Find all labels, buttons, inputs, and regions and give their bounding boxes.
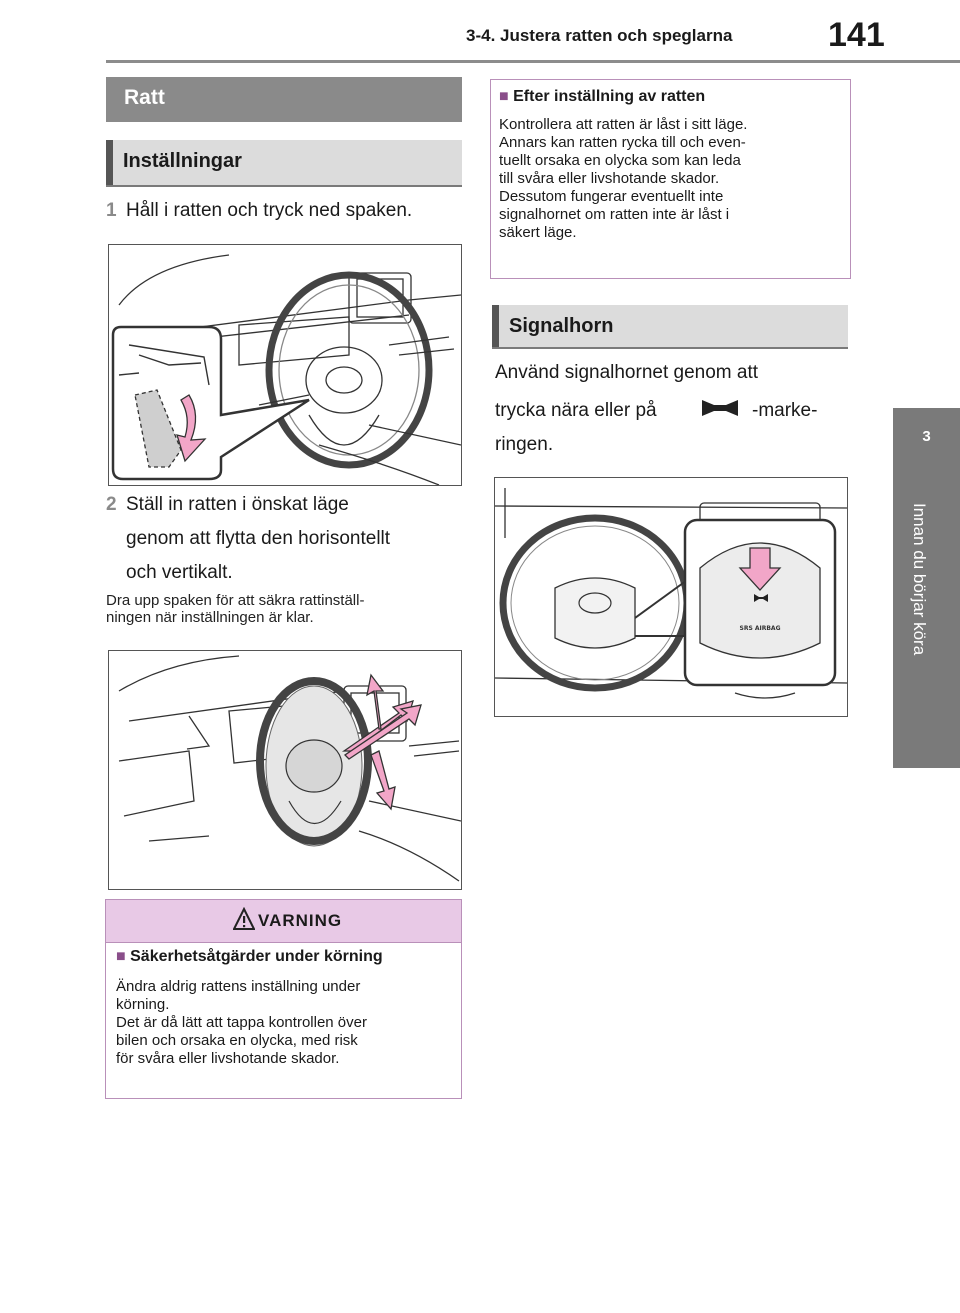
step-text: Håll i ratten och tryck ned spaken.	[126, 200, 413, 221]
horn-text-line-1: Använd signalhornet genom att	[495, 362, 759, 383]
step-number: 2	[106, 494, 117, 515]
horn-icon	[698, 395, 742, 421]
section-heading-installningar: Inställningar	[106, 140, 462, 187]
section-heading-signalhorn: Signalhorn	[492, 305, 848, 349]
horn-illustration	[494, 477, 848, 717]
warning-title: VARNING	[258, 911, 343, 930]
horn-text-line-2a: trycka nära eller på	[495, 400, 657, 421]
step-number: 1	[106, 200, 117, 221]
srs-airbag-label: SRS AIRBAG	[739, 625, 781, 632]
horn-text-line-3: ringen.	[495, 434, 554, 455]
steering-adjust-illustration	[108, 650, 462, 890]
warning-box	[105, 899, 462, 1099]
warning-triangle-icon	[233, 907, 255, 931]
horn-text-line-2b: -marke-	[752, 400, 818, 421]
warning-header	[106, 900, 461, 943]
caution-subtitle: ■ Efter inställning av ratten	[499, 88, 706, 105]
square-bullet-icon: ■	[499, 88, 509, 105]
step-text-line-2: genom att flytta den horisontellt	[126, 528, 391, 549]
chapter-label: Innan du börjar köra	[910, 503, 929, 656]
page-number: 141	[828, 16, 885, 54]
chapter-number: 3	[922, 428, 931, 445]
step-text-line-3: och vertikalt.	[126, 562, 233, 583]
caution-box	[490, 79, 851, 279]
step-text-line-1: Ställ in ratten i önskat läge	[126, 494, 349, 515]
chapter-side-tab	[893, 408, 960, 768]
square-bullet-icon: ■	[116, 948, 126, 965]
warning-subtitle: ■ Säkerhetsåtgärder under körning	[116, 948, 383, 965]
steering-lever-illustration	[108, 244, 462, 486]
section-heading-ratt: Ratt	[106, 77, 462, 122]
warning-text: Ändra aldrig rattens inställning under körning. Det är då lätt att tappa kontrollen över bilen och orsaka en olycka, med risk för svåra eller livshotande skador.	[116, 978, 367, 1067]
step-note: Dra upp spaken för att säkra rattinställ- ningen när inställningen är klar.	[106, 592, 365, 626]
header-rule	[106, 60, 960, 63]
header-title: 3-4. Justera ratten och speglarna	[466, 26, 733, 45]
caution-text: Kontrollera att ratten är låst i sitt läge. Annars kan ratten rycka till och even- tuellt orsaka en olycka som kan leda till svåra eller livshotande skador. Dessutom fungerar eventuellt inte signalhornet om ratten inte är låst i säkert läge.	[499, 116, 748, 241]
